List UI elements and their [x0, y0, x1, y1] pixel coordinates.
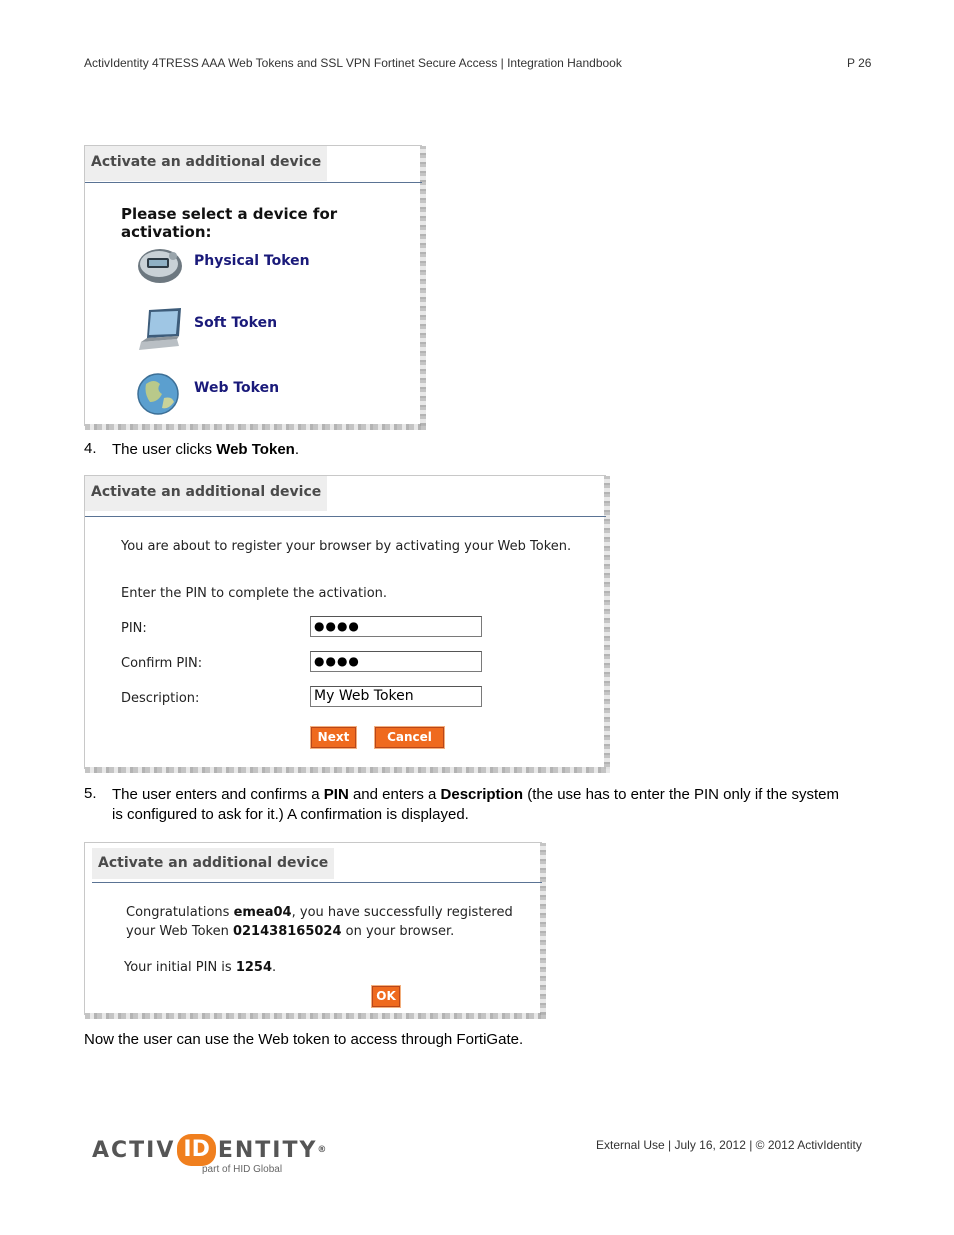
panel-title: Activate an additional device	[85, 146, 327, 181]
page-number: P 26	[847, 56, 872, 70]
closing-text: Now the user can use the Web token to access through FortiGate.	[84, 1031, 524, 1048]
pin-instructions: Enter the PIN to complete the activation.	[121, 586, 388, 601]
ok-button[interactable]: OK	[372, 986, 400, 1007]
globe-icon	[136, 372, 180, 416]
selection-prompt: Please select a device for activation:	[121, 205, 338, 241]
cancel-button[interactable]: Cancel	[375, 727, 444, 748]
register-info: You are about to register your browser by activating your Web Token.	[121, 539, 572, 554]
web-token-link[interactable]: Web Token	[194, 380, 280, 396]
soft-token-link[interactable]: Soft Token	[194, 315, 278, 331]
step-4-number: 4.	[84, 440, 97, 457]
initial-pin-text: Your initial PIN is 1254.	[124, 960, 277, 975]
physical-token-icon	[135, 244, 185, 286]
panel-title: Activate an additional device	[85, 476, 327, 511]
confirm-pin-input[interactable]: ●●●●	[310, 651, 482, 672]
pin-entry-screenshot	[84, 475, 606, 769]
description-input[interactable]: My Web Token	[310, 686, 482, 707]
footer-text: External Use | July 16, 2012 | © 2012 ActivIdentity	[596, 1138, 862, 1152]
pin-input[interactable]: ●●●●	[310, 616, 482, 637]
confirmation-screenshot	[84, 842, 542, 1015]
step-5-text: The user enters and confirms a PIN and enters a Description (the use has to enter the PIN only if the system is configured to ask for it.) A confirmation is displayed.	[112, 786, 840, 823]
description-label: Description:	[121, 691, 200, 706]
panel-title: Activate an additional device	[92, 848, 334, 879]
confirm-pin-label: Confirm PIN:	[121, 656, 203, 671]
next-button[interactable]: Next	[311, 727, 356, 748]
activident-logo: ACTIV ID ENTITY ® part of HID Global	[92, 1134, 328, 1175]
congratulations-line-1: Congratulations emea04, you have successfully registered	[126, 905, 513, 920]
physical-token-link[interactable]: Physical Token	[194, 253, 310, 269]
step-5-number: 5.	[84, 785, 97, 802]
header-title: ActivIdentity 4TRESS AAA Web Tokens and SSL VPN Fortinet Secure Access | Integration Handbook	[84, 56, 622, 70]
pin-label: PIN:	[121, 621, 147, 636]
step-4-text: The user clicks Web Token.	[112, 441, 299, 458]
congratulations-line-2: your Web Token 021438165024 on your browser.	[126, 924, 455, 939]
soft-token-icon	[135, 306, 185, 354]
device-selection-screenshot	[84, 145, 422, 426]
